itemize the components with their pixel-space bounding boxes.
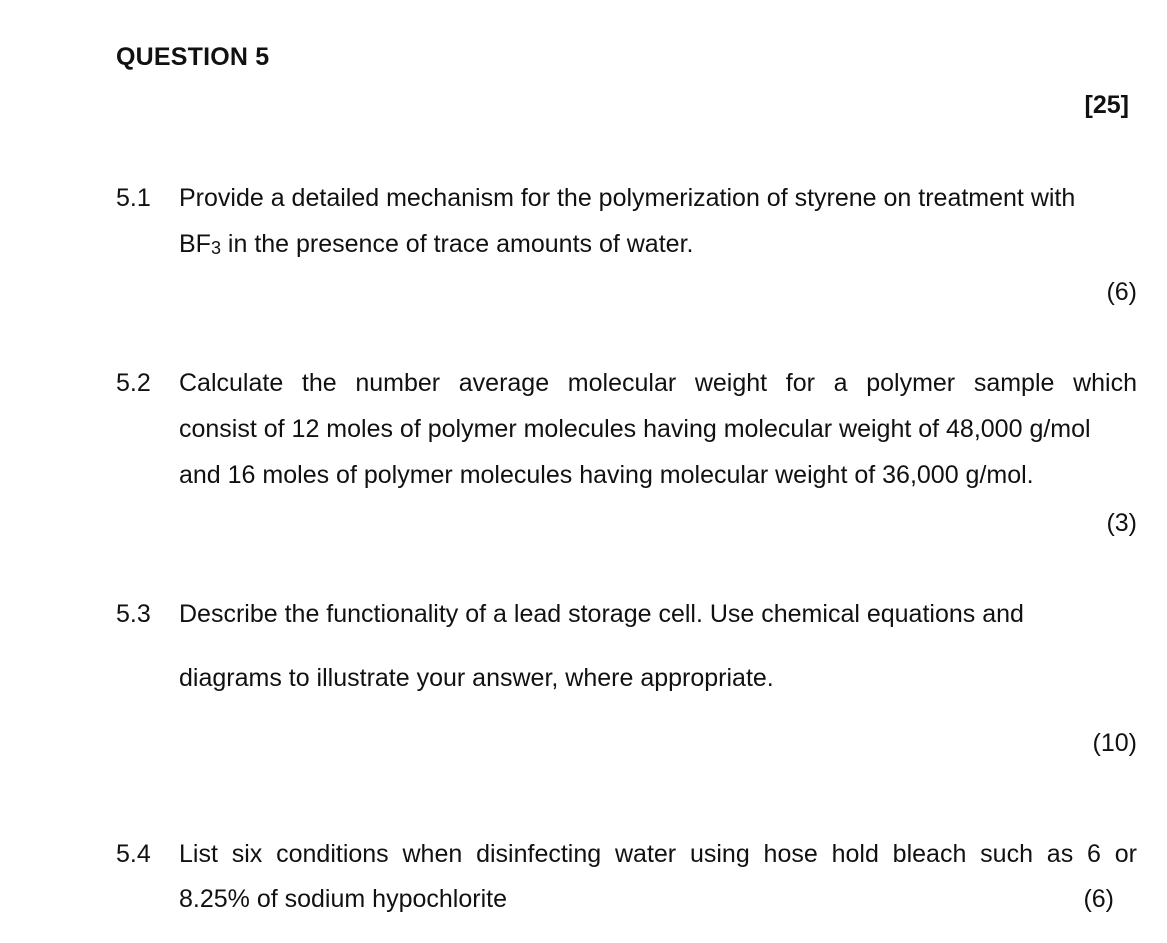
question-number: 5.2 [116, 369, 151, 397]
question-heading: QUESTION 5 [116, 43, 270, 71]
question-text-rest: in the presence of trace amounts of water. [220, 230, 694, 258]
question-marks: (6) [1083, 885, 1114, 913]
chem-subscript: 3 [210, 238, 221, 258]
question-marks: (6) [1106, 278, 1137, 306]
question-number: 5.4 [116, 840, 151, 868]
question-text-line: Calculate the number average molecular weight for a polymer sample which [179, 369, 1137, 397]
question-marks: (10) [1092, 729, 1137, 757]
question-text-line: diagrams to illustrate your answer, where appropriate. [179, 664, 774, 692]
total-marks: [25] [1084, 91, 1129, 119]
question-text-line: 8.25% of sodium hypochlorite [179, 885, 507, 913]
question-text-line: and 16 moles of polymer molecules having molecular weight of 36,000 g/mol. [179, 461, 1034, 489]
question-marks: (3) [1106, 509, 1137, 537]
question-number: 5.1 [116, 184, 151, 212]
question-text-line: consist of 12 moles of polymer molecules having molecular weight of 48,000 g/mol [179, 415, 1091, 443]
question-text-line: Describe the functionality of a lead storage cell. Use chemical equations and [179, 600, 1024, 628]
question-text-line: List six conditions when disinfecting water using hose hold bleach such as 6 or [179, 840, 1137, 868]
question-text-line: Provide a detailed mechanism for the polymerization of styrene on treatment with [179, 184, 1076, 212]
question-text-line [179, 230, 693, 259]
chem-formula: BF [179, 230, 211, 258]
question-number: 5.3 [116, 600, 151, 628]
